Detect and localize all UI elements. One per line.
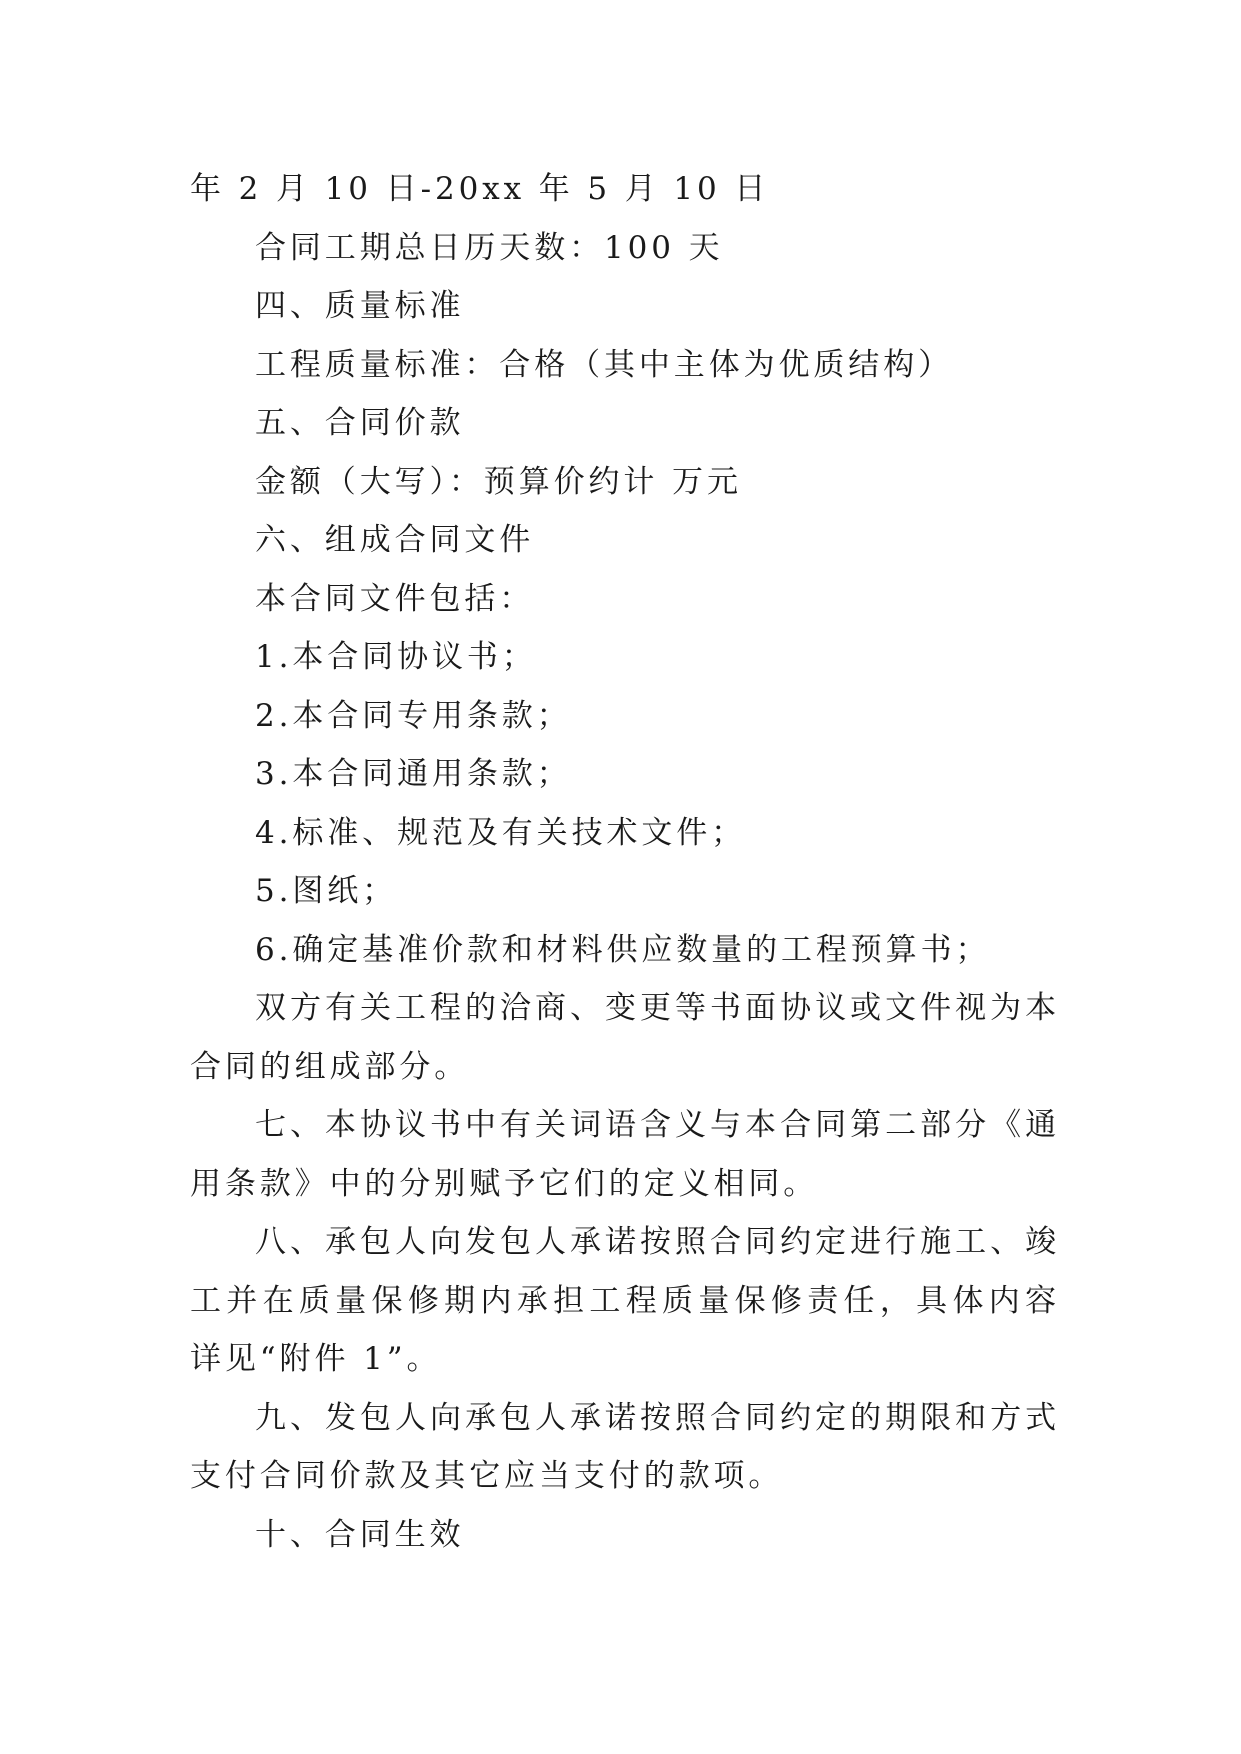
list-item-3: 3.本合同通用条款； [255,756,572,792]
paragraph-quality-standard: 工程质量标准：合格（其中主体为优质结构） [255,346,953,383]
heading-contract-documents: 六、组成合同文件 [255,522,535,558]
paragraph-amount: 金额（大写）：预算价约计 万元 [255,463,742,500]
paragraph-clause-nine: 九、发包人向承包人承诺按照合同约定的期限和方式支付合同价款及其它应当支付的款项。 [190,1399,1060,1494]
heading-contract-price: 五、合同价款 [255,405,465,441]
list-item-2: 2.本合同专用条款； [255,697,572,734]
paragraph-negotiations: 双方有关工程的洽商、变更等书面协议或文件视为本合同的组成部分。 [190,990,1060,1085]
list-item-4: 4.标准、规范及有关技术文件； [255,814,747,851]
paragraph-clause-seven: 七、本协议书中有关词语含义与本合同第二部分《通用条款》中的分别赋予它们的定义相同。 [190,1107,1060,1202]
paragraph-clause-eight: 八、承包人向发包人承诺按照合同约定进行施工、竣工并在质量保修期内承担工程质量保修责任，具体内容详见“附件 1”。 [190,1224,1060,1377]
paragraph-documents-intro: 本合同文件包括： [255,580,535,617]
paragraph-total-days: 合同工期总日历天数：100 天 [255,229,724,266]
list-item-5: 5.图纸； [255,873,398,909]
heading-contract-effective: 十、合同生效 [255,1516,465,1553]
document-body [190,160,1060,1564]
list-item-6: 6.确定基准价款和材料供应数量的工程预算书； [255,931,991,968]
heading-quality-standard: 四、质量标准 [255,288,465,324]
paragraph-date-range: 年 2 月 10 日-20xx 年 5 月 10 日 [190,171,770,207]
list-item-1: 1.本合同协议书； [255,639,537,675]
